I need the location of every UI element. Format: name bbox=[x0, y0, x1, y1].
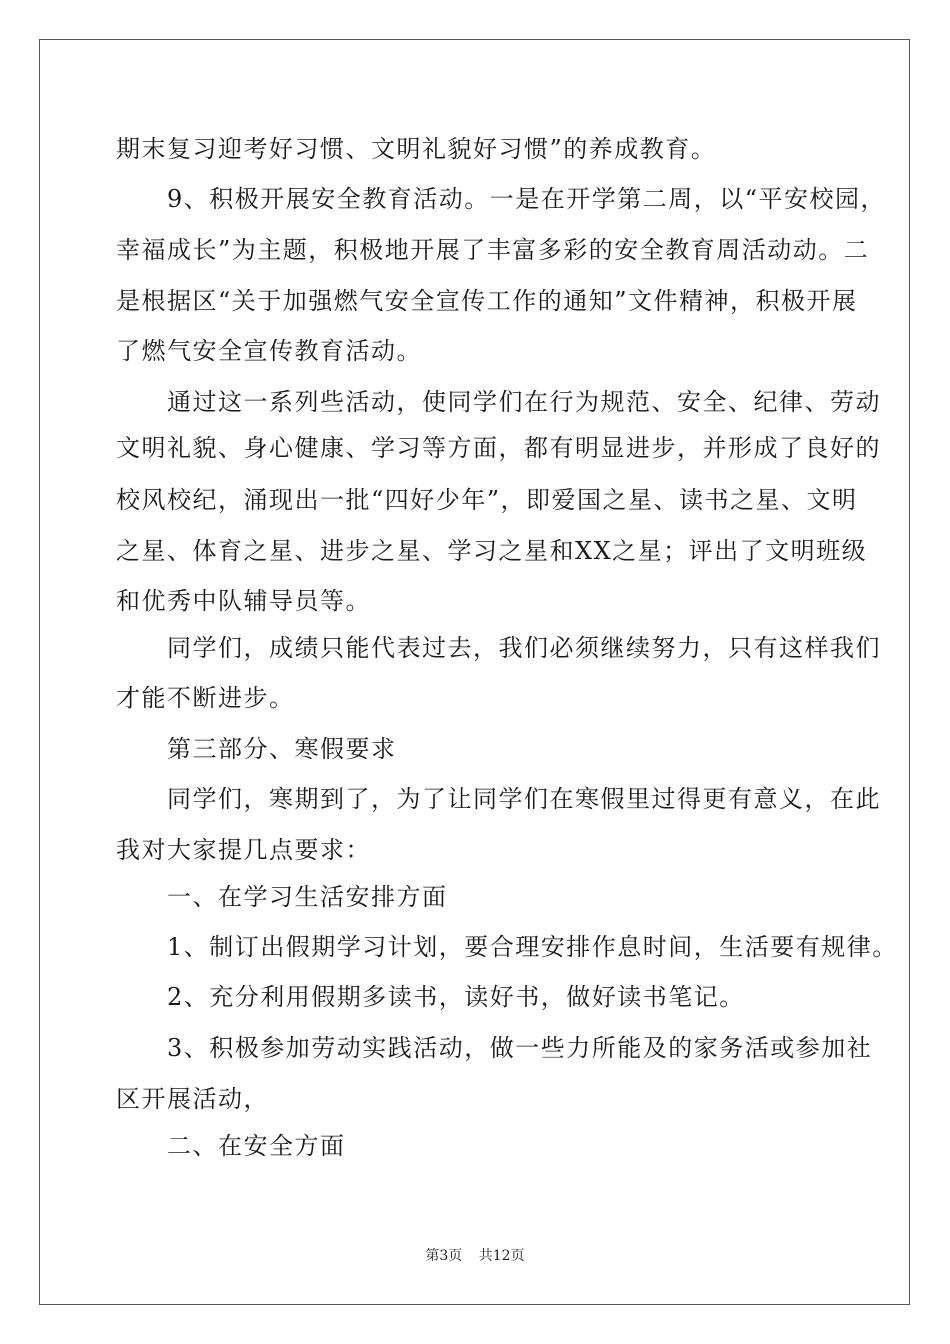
section-heading: 第三部分、寒假要求 bbox=[116, 735, 397, 763]
text-line: 是根据区“关于加强燃气安全宣传工作的通知”文件精神，积极开展 bbox=[116, 287, 858, 315]
text-line: 通过这一系列些活动，使同学们在行为规范、安全、纪律、劳动 bbox=[116, 388, 881, 416]
text-line: 和优秀中队辅导员等。 bbox=[116, 587, 371, 615]
text-line: 之星、体育之星、进步之星、学习之星和XX之星；评出了文明班级 bbox=[116, 537, 868, 565]
text-line: 2、充分利用假期多读书，读好书，做好读书笔记。 bbox=[116, 983, 745, 1011]
text-line: 了燃气安全宣传教育活动。 bbox=[116, 337, 422, 365]
text-line: 区开展活动， bbox=[116, 1085, 269, 1113]
page-footer bbox=[0, 1245, 950, 1265]
text-line: 期末复习迎考好习惯、文明礼貌好习惯”的养成教育。 bbox=[116, 135, 717, 163]
text-line: 9、积极开展安全教育活动。一是在开学第二周，以“平安校园， bbox=[116, 185, 887, 213]
subsection-heading: 一、在学习生活安排方面 bbox=[116, 883, 448, 911]
text-line: 我对大家提几点要求： bbox=[116, 836, 371, 864]
page-border bbox=[39, 39, 910, 1305]
page-total: 共12页 bbox=[478, 1248, 525, 1264]
subsection-heading: 二、在安全方面 bbox=[116, 1132, 346, 1160]
page-number: 第3页 bbox=[425, 1248, 463, 1264]
text-line: 同学们，成绩只能代表过去，我们必须继续努力，只有这样我们 bbox=[116, 634, 881, 662]
text-line: 文明礼貌、身心健康、学习等方面，都有明显进步，并形成了良好的 bbox=[116, 434, 881, 462]
text-line: 才能不断进步。 bbox=[116, 684, 295, 712]
text-line: 校风校纪，涌现出一批“四好少年”，即爱国之星、读书之星、文明 bbox=[116, 486, 858, 514]
text-line: 1、制订出假期学习计划，要合理安排作息时间，生活要有规律。 bbox=[116, 933, 898, 961]
text-line: 同学们，寒期到了，为了让同学们在寒假里过得更有意义，在此 bbox=[116, 785, 881, 813]
text-line: 3、积极参加劳动实践活动，做一些力所能及的家务活或参加社 bbox=[116, 1034, 873, 1062]
text-line: 幸福成长”为主题，积极地开展了丰富多彩的安全教育周活动动。二 bbox=[116, 236, 870, 264]
